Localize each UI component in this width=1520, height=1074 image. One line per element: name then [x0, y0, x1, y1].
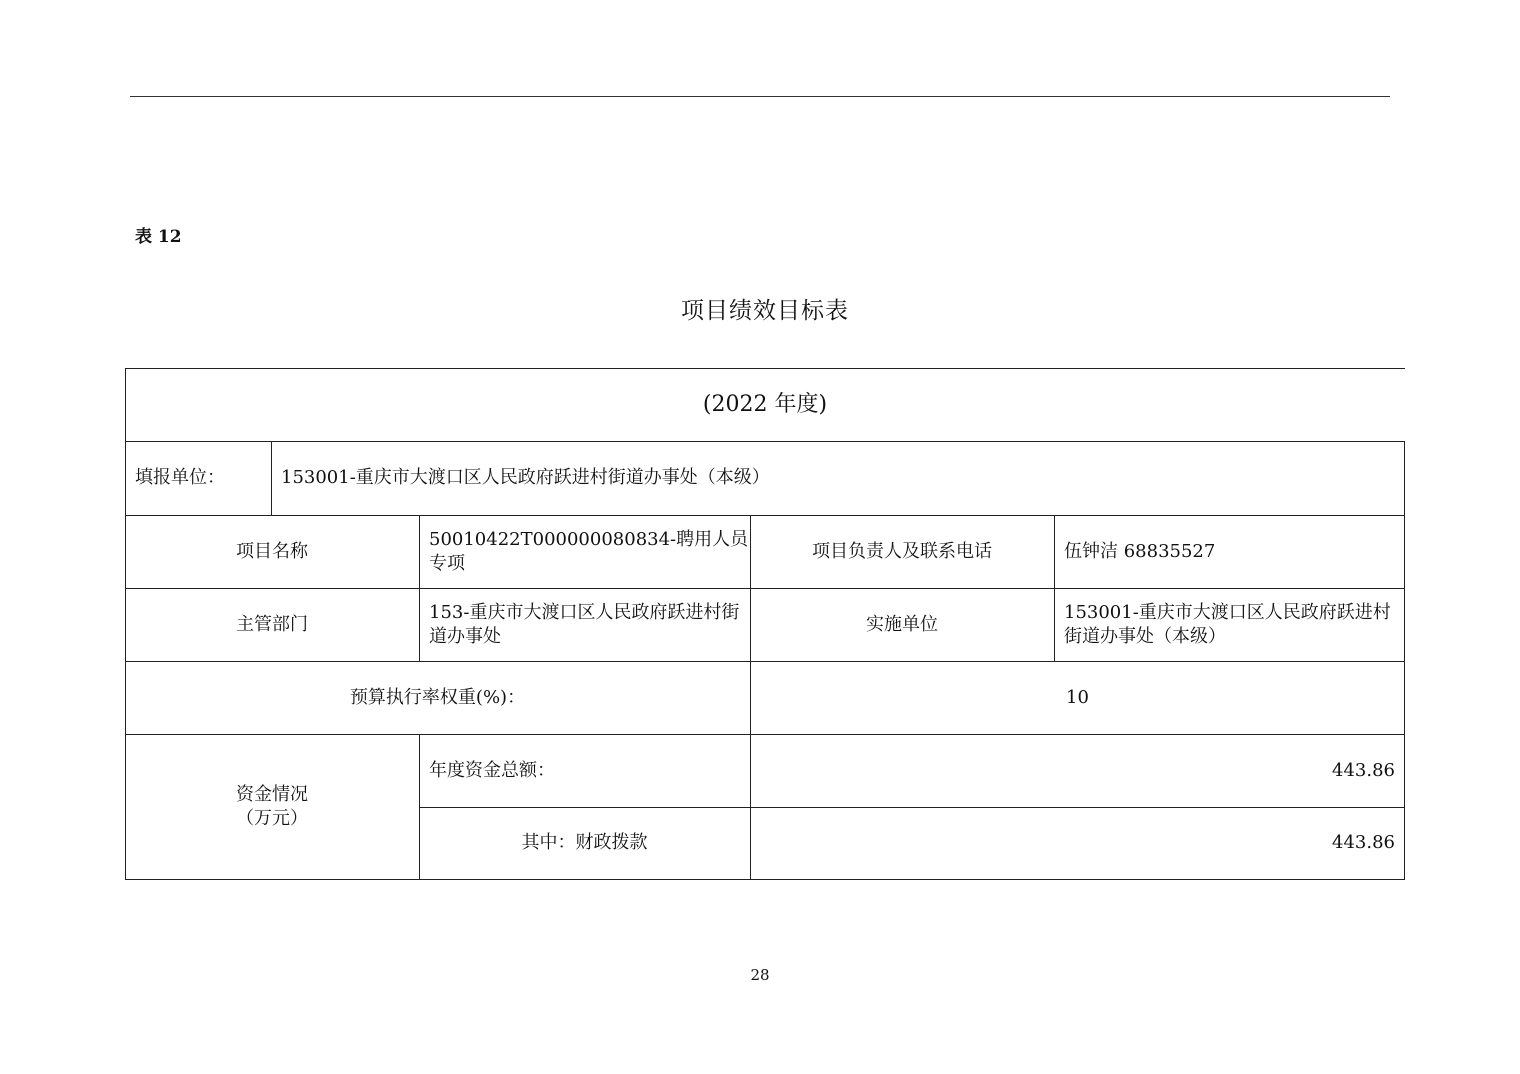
implementing-unit-value: 153001-重庆市大渡口区人民政府跃进村街道办事处（本级）	[1064, 601, 1391, 647]
table-year: (2022 年度)	[702, 391, 828, 417]
annual-total-label: 年度资金总额：	[429, 759, 555, 781]
department-label: 主管部门	[236, 613, 308, 635]
performance-target-table	[125, 368, 1405, 880]
header-rule	[130, 96, 1390, 97]
project-name-label: 项目名称	[236, 540, 308, 562]
budget-weight-value: 10	[1066, 686, 1089, 708]
funds-label-line2: （万元）	[236, 808, 308, 829]
table-label: 表 12	[135, 227, 182, 247]
project-name-value: 50010422T000000080834-聘用人员专项	[429, 528, 749, 574]
funds-label	[125, 734, 419, 880]
reporting-unit-value: 153001-重庆市大渡口区人民政府跃进村街道办事处（本级）	[281, 467, 770, 488]
implementing-unit-label: 实施单位	[866, 613, 938, 635]
annual-total-value: 443.86	[1332, 759, 1395, 781]
project-manager-label: 项目负责人及联系电话	[812, 540, 992, 562]
page-title: 项目绩效目标表	[681, 298, 849, 324]
fiscal-allocation-label: 其中：财政拨款	[521, 832, 648, 853]
page-number: 28	[750, 966, 770, 984]
reporting-unit-label: 填报单位：	[135, 467, 225, 488]
budget-weight-label: 预算执行率权重(%)：	[349, 686, 526, 708]
project-manager-value: 伍钟洁 68835527	[1064, 540, 1216, 562]
fiscal-allocation-value: 443.86	[1332, 832, 1395, 853]
funds-label-line1: 资金情况	[236, 784, 308, 805]
department-value: 153-重庆市大渡口区人民政府跃进村街道办事处	[429, 601, 740, 647]
